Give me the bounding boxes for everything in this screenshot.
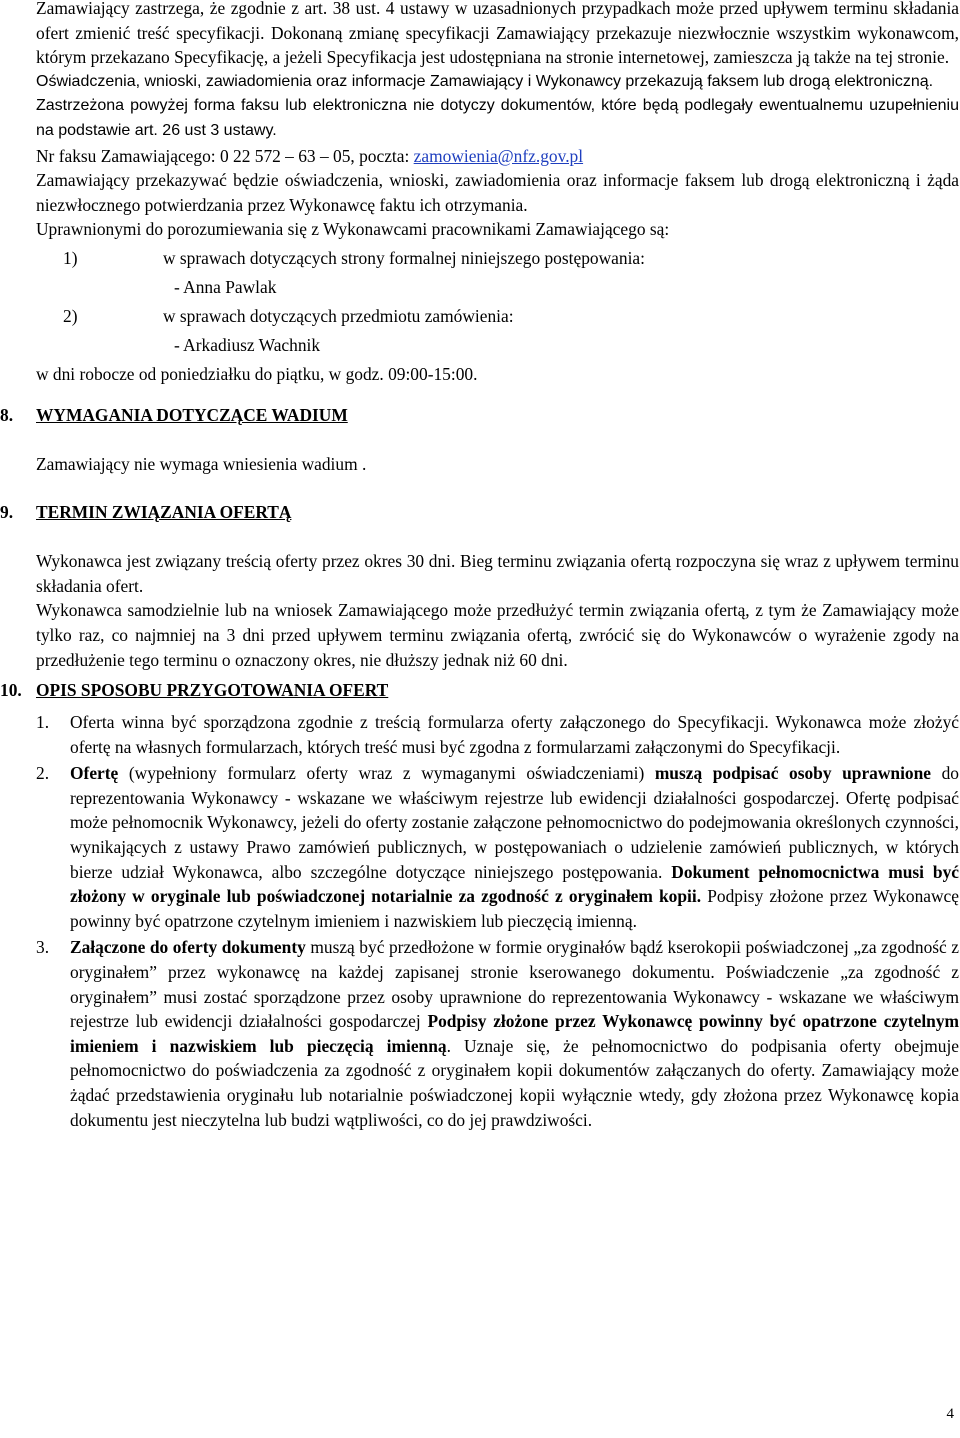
bold-text: muszą podpisać osoby uprawnione [654, 763, 932, 784]
paragraph-hours: w dni robocze od poniedziałku do piątku, w godz. 09:00-15:00. [36, 363, 478, 384]
paragraph-contact [36, 144, 959, 169]
section-10-item-1 [36, 710, 959, 759]
item-number: 3. [36, 937, 50, 958]
item-text [70, 761, 959, 933]
section-title: OPIS SPOSOBU PRZYGOTOWANIA OFERT [36, 680, 389, 701]
bold-text: Dokument pełnomocnictwa musi być złożony w oryginale lub poświadczonej notarialnie za zgodność z oryginałem kopii. [70, 861, 959, 907]
amendment-text: Zamawiający zastrzega, że zgodnie z art. 38 ust. 4 ustawy w uzasadnionych przypadkach może przed upływem terminu składania ofert zmienić treść specyfikacji. [36, 0, 959, 43]
contacts-list [36, 244, 959, 360]
plain-text: . Uznaje się, że pełnomocnictwo do podpisania oferty obejmuje pełnomocnictwo do poświadczenia za zgodność z oryginałem kopii dokumentów załączanych do oferty. Zamawiający może żądać przedstawienia oryginału lub notarialnie poświadczonej kopii wyłącznie wtedy, gdy złożona przez Wykonawcę kopia dokumentu jest nieczytelna lub budzi wątpliwości, co do jej prawdziwości. [70, 1035, 959, 1130]
contact-person: - Anna Pawlak [174, 276, 277, 297]
item-text: Oferta winna być sporządzona zgodnie z treścią formularza oferty załączonego do Specyfikacji. Wykonawca może złożyć ofertę na własnych formularzach, których treść musi być zgodna z formularzami załączonymi do Specyfikacji. [70, 712, 959, 757]
section-title: TERMIN ZWIĄZANIA OFERTĄ [36, 502, 292, 523]
bold-text: Ofertę [70, 763, 119, 784]
section-number: 9. [0, 502, 14, 523]
contact-person: - Arkadiusz Wachnik [174, 334, 321, 355]
paragraph-amendment [36, 0, 959, 70]
section-9-heading [0, 500, 959, 524]
section-10-item-3 [36, 935, 959, 1132]
section-title: WYMAGANIA DOTYCZĄCE WADIUM [36, 404, 348, 425]
list-number: 1) [63, 247, 78, 268]
plain-text: muszą być przedłożone w formie oryginałów bądź kserokopii poświadczonej „za zgodność z oryginałem” przez wykonawcę na każdej zapisanej stronie kserowanego dokumentu. Poświadczenie „za zgodność z oryginałem” musi zostać sporządzone przez osoby uprawnione do reprezentowania Wykonawcy - wskazane we właściwym rejestrze lub ewidencji działalności gospodarczej [70, 937, 960, 1032]
plain-text: do reprezentowania Wykonawcy - wskazane we właściwym rejestrze lub ewidencji działalności gospodarczej. Ofertę podpisać może pełnomocnik Wykonawcy, jeżeli do oferty zostanie załączone pełnomocnictwo do podejmowania określonych czynności, wynikających z ustawy Prawo zamówień publicznych, w postępowaniach o udzielenie zamówień publicznych, w których bierze udział Wykonawca, albo szczególne dotyczące niniejszego postępowania. [70, 763, 959, 882]
section-10-heading [0, 678, 959, 702]
section-8-text: Zamawiający nie wymaga wniesienia wadium . [36, 453, 367, 474]
contact-text: Nr faksu Zamawiającego: 0 22 572 – 63 – 05, poczta: [36, 145, 414, 166]
plain-text: Podpisy złożone przez Wykonawcę powinny być opatrzone czytelnym imieniem i nazwiskiem lub pieczęcią imienną. [70, 886, 959, 931]
page-number: 4 [946, 1406, 954, 1422]
section-8-heading [0, 403, 959, 427]
item-text [70, 935, 959, 1132]
section-9-paragraph-1: Wykonawca jest związany treścią oferty przez okres 30 dni. Bieg terminu związania ofertą rozpoczyna się wraz z upływem terminu składania ofert. [36, 551, 959, 596]
section-9-paragraph-2: Wykonawca samodzielnie lub na wniosek Zamawiającego może przedłużyć termin związania ofertą, z tym że Zamawiający może tylko raz, co najmniej na 3 dni przed upływem terminu związania ofertą, zwrócić się do Wykonawców o wyrażenie zgody na przedłużenie tego terminu o oznaczony okres, nie dłuższy jednak niż 60 dni. [36, 600, 959, 670]
list-text: w sprawach dotyczących przedmiotu zamówienia: [163, 305, 514, 326]
paragraph-confirmation: Zamawiający przekazywać będzie oświadczenia, wnioski, zawiadomienia oraz informacje faksem lub drogą elektroniczną i żąda niezwłocznego potwierdzania przez Wykonawcę faktu ich otrzymania. [36, 170, 959, 215]
paragraph-contacts-intro: Uprawnionymi do porozumiewania się z Wykonawcami pracownikami Zamawiającego są: [36, 219, 670, 240]
contacts-list-item [36, 244, 959, 273]
list-number: 2) [63, 305, 78, 326]
bold-text: Podpisy złożone przez Wykonawcę powinny być opatrzone czytelnym imieniem i nazwiskiem lub pieczęcią imienną [70, 1011, 960, 1056]
plain-text: (wypełniony formularz oferty wraz z wymaganymi oświadczeniami) [118, 763, 655, 784]
contacts-list-item [36, 302, 959, 331]
email-link[interactable]: zamowienia@nfz.gov.pl [413, 145, 584, 166]
item-number: 1. [36, 712, 50, 733]
amendment-notice-text: Dokonaną zmianę specyfikacji Zamawiający przekazuje niezwłocznie wszystkim wykonawcom, którym przekazano Specyfikację, a jeżeli Specyfikacja jest udostępniana na stronie internetowej, zamieszcza ją także na tej stronie. [36, 22, 959, 68]
section-number: 10. [0, 680, 22, 701]
bold-text: Załączone do oferty dokumenty [70, 937, 306, 958]
section-10-item-2 [36, 761, 959, 933]
section-number: 8. [0, 404, 14, 425]
paragraph-form-exception: Zastrzeżona powyżej forma faksu lub elektroniczna nie dotyczy dokumentów, które będą podlegały ewentualnemu uzupełnieniu na podstawie art. 26 ust 3 ustawy. [36, 97, 959, 139]
paragraph-communication: Oświadczenia, wnioski, zawiadomienia oraz informacje Zamawiający i Wykonawcy przekazują faksem lub drogą elektroniczną. [36, 72, 934, 90]
item-number: 2. [36, 763, 50, 784]
list-text: w sprawach dotyczących strony formalnej niniejszego postępowania: [163, 247, 645, 268]
